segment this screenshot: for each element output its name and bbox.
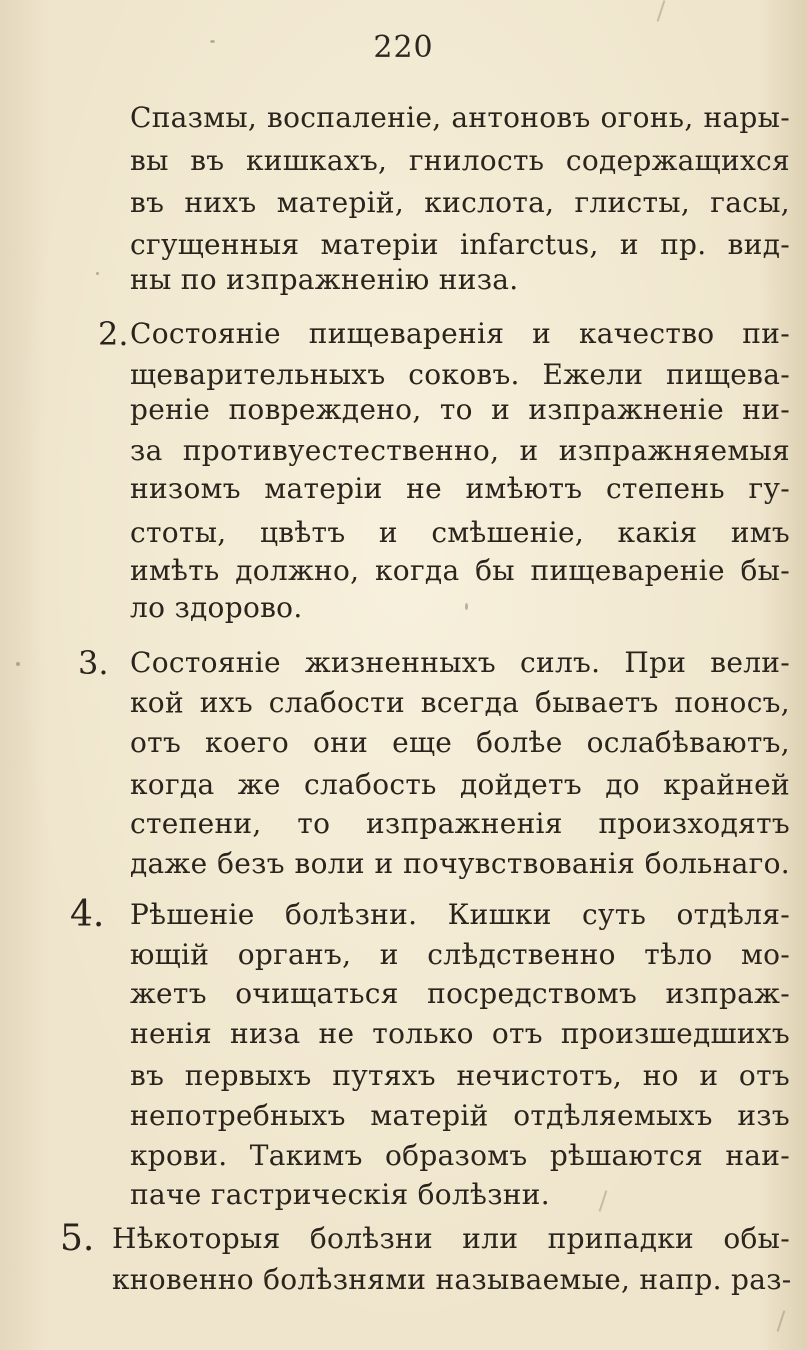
paper-speck: [96, 272, 99, 275]
text-line: стоты, цвѣтъ и смѣшеніе, какія имъ: [130, 516, 790, 549]
text-line: кой ихъ слабости всегда бываетъ поносъ,: [130, 686, 790, 719]
page-number: 220: [373, 30, 434, 65]
text-line: въ нихъ матерій, кислота, глисты, гасы,: [130, 186, 790, 219]
text-line: реніе повреждено, то и изпражненіе ни-: [130, 393, 790, 426]
text-line: сгущенныя матеріи infarctus, и пр. вид-: [130, 228, 790, 261]
text-line: отъ коего они еще болѣе ослабѣваютъ,: [130, 726, 790, 759]
text-line: крови. Такимъ образомъ рѣшаются наи-: [130, 1139, 790, 1172]
text-line: ло здорово.: [130, 591, 303, 624]
text-line: Спазмы, воспаленіе, антоновъ огонь, нары-: [130, 101, 790, 134]
text-line: вы въ кишкахъ, гнилость содержащихся: [130, 144, 790, 177]
text-line: ненія низа не только отъ произшедшихъ: [130, 1017, 790, 1050]
text-line: въ первыхъ путяхъ нечистотъ, но и отъ: [130, 1059, 790, 1092]
text-line: когда же слабость дойдетъ до крайней: [130, 768, 790, 801]
text-line: ющій органъ, и слѣдственно тѣло мо-: [130, 938, 790, 971]
paper-speck: [465, 603, 468, 610]
text-line: даже безъ воли и почувствованія больнаго.: [130, 847, 790, 880]
text-line: паче гастрическія болѣзни.: [130, 1178, 550, 1211]
text-line: Состояніе жизненныхъ силъ. При вели-: [130, 646, 790, 679]
text-line: степени, то изпражненія произходятъ: [130, 807, 790, 840]
paper-mark: [777, 1310, 786, 1332]
text-line: Состояніе пищеваренія и качество пи-: [130, 317, 790, 350]
paragraph-number: 3.: [78, 644, 109, 682]
text-line: кновенно болѣзнями называемые, напр. раз-: [112, 1263, 792, 1296]
text-line: ны по изпражненію низа.: [130, 263, 519, 296]
text-line: непотребныхъ матерій отдѣляемыхъ изъ: [130, 1099, 790, 1132]
text-line: жетъ очищаться посредствомъ изпраж-: [130, 977, 790, 1010]
paragraph-number: 2.: [98, 315, 129, 353]
paper-mark: [657, 0, 666, 22]
text-line: щеварительныхъ соковъ. Ежели пищева-: [130, 358, 790, 391]
text-line: имѣть должно, когда бы пищевареніе бы-: [130, 554, 790, 587]
text-line: Нѣкоторыя болѣзни или припадки обы-: [112, 1222, 790, 1255]
text-line: низомъ матеріи не имѣютъ степень гу-: [130, 472, 790, 505]
text-line: за противуестественно, и изпражняемыя: [130, 434, 790, 467]
paragraph-number: 4.: [70, 894, 105, 935]
paper-speck: [210, 40, 215, 43]
paper-speck: [16, 662, 20, 666]
text-line: Рѣшеніе болѣзни. Кишки суть отдѣля-: [130, 898, 790, 931]
paragraph-number: 5.: [60, 1218, 95, 1259]
